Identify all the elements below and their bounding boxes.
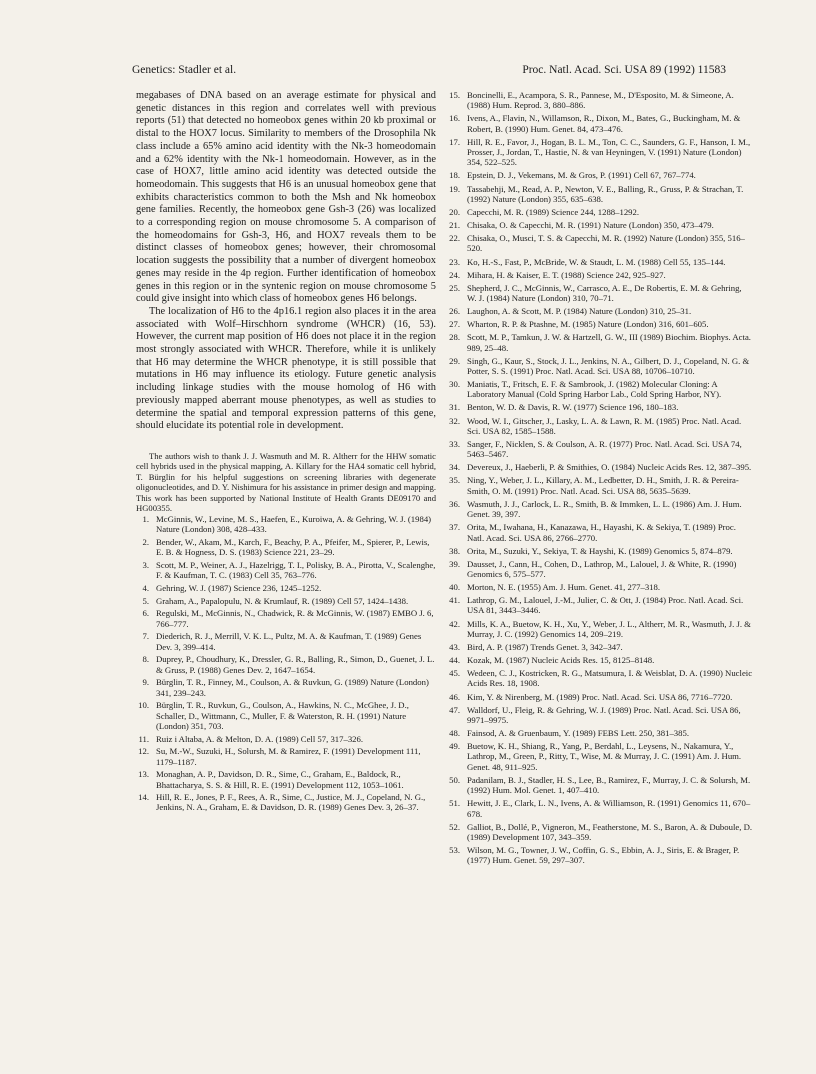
reference-item (447, 741, 753, 772)
reference-text: Kim, Y. & Nirenberg, M. (1989) Proc. Natl. Acad. Sci. USA 86, 7716–7720. (467, 691, 733, 702)
reference-number: 33. (449, 438, 460, 449)
reference-item (447, 137, 753, 168)
reference-text: Gehring, W. J. (1987) Science 236, 1245–1252. (156, 582, 322, 593)
reference-item (136, 608, 436, 629)
body-paragraph-2: The localization of H6 to the 4p16.1 region also places it in the area associated with Wolf–Hirschhorn syndrome (WHCR) (16, 53). However, the current map position of H6 does not place it in the region most strongly associated with WHCR. Therefore, while it is unlikely that H6 may determine the WHCR phenotype, it is still possible that mutations in H6 may influence its etiology. Future genetic analysis including linkage studies with the mouse homolog of H6 with previously mapped aberrant mouse phenotypes, as well as studies to determine the spatial and temporal expression patterns of this gene, should elucidate its potential role in development. (136, 305, 436, 432)
reference-text: Laughon, A. & Scott, M. P. (1984) Nature (London) 310, 25–31. (467, 306, 692, 317)
reference-item (447, 283, 753, 304)
reference-item (447, 619, 753, 640)
reference-text: Dausset, J., Cann, H., Cohen, D., Lathrop, M., Lalouel, J. & White, R. (1990) Genomics 6, 575–577. (467, 558, 737, 579)
reference-item (447, 822, 753, 843)
reference-number: 8. (142, 654, 149, 665)
reference-text: Walldorf, U., Fleig, R. & Gehring, W. J. (1989) Proc. Natl. Acad. Sci. USA 86, 9971–9975. (467, 704, 741, 725)
reference-number: 48. (449, 728, 460, 739)
reference-number: 9. (142, 677, 149, 688)
reference-list-left (136, 514, 436, 813)
reference-text: Morton, N. E. (1955) Am. J. Hum. Genet. 41, 277–318. (467, 582, 661, 593)
reference-item (447, 332, 753, 353)
reference-number: 12. (138, 746, 149, 757)
reference-number: 36. (449, 498, 460, 509)
reference-text: Ko, H.-S., Fast, P., McBride, W. & Staudt, L. M. (1988) Cell 55, 135–144. (467, 256, 726, 267)
reference-item (447, 668, 753, 689)
reference-text: McGinnis, W., Levine, M. S., Haefen, E., Kuroiwa, A. & Gehring, W. J. (1984) Nature (London) 308, 428–433. (156, 513, 432, 535)
reference-item (136, 734, 436, 744)
reference-text: Tassabehji, M., Read, A. P., Newton, V. E., Balling, R., Gruss, P. & Strachan, T. (1992) Nature (London) 355, 635–638. (467, 183, 744, 204)
reference-item (136, 583, 436, 593)
reference-number: 31. (449, 402, 460, 413)
reference-text: Ivens, A., Flavin, N., Willamson, R., Dixon, M., Bates, G., Buckingham, M. & Robert, B. (1990) Hum. Genet. 84, 473–476. (467, 113, 741, 134)
reference-item (447, 845, 753, 866)
reference-number: 22. (449, 233, 460, 244)
reference-number: 32. (449, 415, 460, 426)
reference-item (447, 319, 753, 329)
reference-number: 53. (449, 844, 460, 855)
reference-number: 51. (449, 798, 460, 809)
reference-number: 3. (142, 559, 149, 570)
reference-item (447, 522, 753, 543)
reference-number: 1. (142, 513, 149, 524)
reference-text: Wilson, M. G., Towner, J. W., Coffin, G. S., Ebbin, A. J., Siris, E. & Brager, P. (1977) Hum. Genet. 59, 297–307. (467, 844, 740, 866)
reference-number: 6. (142, 608, 149, 619)
reference-number: 50. (449, 774, 460, 785)
reference-text: Benton, W. D. & Davis, R. W. (1977) Science 196, 180–183. (467, 402, 679, 413)
reference-number: 10. (138, 700, 149, 711)
reference-item (447, 475, 753, 496)
reference-number: 20. (449, 206, 460, 217)
reference-text: Scott, M. P., Tamkun, J. W. & Hartzell, G. W., III (1989) Biochim. Biophys. Acta. 989, 25–48. (467, 332, 751, 353)
reference-number: 23. (449, 256, 460, 267)
reference-text: Bürglin, T. R., Finney, M., Coulson, A. & Ruvkun, G. (1989) Nature (London) 341, 239–243. (156, 677, 429, 698)
reference-number: 40. (449, 582, 460, 593)
reference-text: Hewitt, J. E., Clark, L. N., Ivens, A. & Williamson, R. (1991) Genomics 11, 670–678. (467, 798, 751, 819)
reference-item (136, 792, 436, 813)
reference-item (447, 775, 753, 796)
reference-number: 46. (449, 691, 460, 702)
reference-item (447, 356, 753, 377)
reference-item (447, 207, 753, 217)
reference-text: Mihara, H. & Kaiser, E. T. (1988) Science 242, 925–927. (467, 269, 666, 280)
reference-text: Duprey, P., Choudhury, K., Dressler, G. R., Balling, R., Simon, D., Guenet, J. L. & Gruss, P. (1988) Genes Dev. 2, 1647–1654. (156, 654, 435, 675)
reference-text: Shepherd, J. C., McGinnis, W., Carrasco, A. E., De Robertis, E. M. & Gehring, W. J. (1984) Nature (London) 310, 70–71. (467, 282, 742, 304)
reference-item (136, 746, 436, 767)
reference-text: Diederich, R. J., Merrill, V. K. L., Pultz, M. A. & Kaufman, T. (1989) Genes Dev. 3, 399–414. (156, 631, 422, 652)
reference-item (447, 559, 753, 580)
reference-item (447, 257, 753, 267)
reference-number: 24. (449, 269, 460, 280)
reference-item (136, 677, 436, 698)
reference-item (447, 462, 753, 472)
reference-number: 29. (449, 355, 460, 366)
reference-item (136, 654, 436, 675)
reference-number: 30. (449, 379, 460, 390)
reference-number: 25. (449, 282, 460, 293)
reference-number: 2. (142, 536, 149, 547)
reference-item (136, 537, 436, 558)
reference-item (136, 700, 436, 731)
reference-item (447, 113, 753, 134)
reference-number: 41. (449, 595, 460, 606)
reference-number: 11. (138, 733, 149, 744)
reference-item (136, 560, 436, 581)
header-left: Genetics: Stadler et al. (132, 64, 237, 76)
reference-text: Bird, A. P. (1987) Trends Genet. 3, 342–347. (467, 641, 623, 652)
reference-number: 44. (449, 655, 460, 666)
reference-item (447, 170, 753, 180)
reference-item (447, 220, 753, 230)
reference-item (447, 306, 753, 316)
reference-text: Boncinelli, E., Acampora, S. R., Pannese, M., D'Esposito, M. & Simeone, A. (1988) Hum. Reprod. 3, 880–886. (467, 90, 734, 111)
header-right: Proc. Natl. Acad. Sci. USA 89 (1992) 11583 (522, 64, 726, 76)
reference-item (447, 233, 753, 254)
reference-text: Kozak, M. (1987) Nucleic Acids Res. 15, 8125–8148. (467, 655, 655, 666)
reference-text: Scott, M. P., Weiner, A. J., Hazelrigg, T. I., Polisky, B. A., Pirotta, V., Scalenghe, F. & Kaufman, T. C. (1983) Cell 35, 763–776. (156, 559, 436, 581)
reference-number: 52. (449, 821, 460, 832)
reference-item (447, 798, 753, 819)
reference-number: 5. (142, 595, 149, 606)
reference-text: Maniatis, T., Fritsch, E. F. & Sambrook, J. (1982) Molecular Cloning: A Laboratory Manual (Cold Spring Harbor Lab., Cold Spring Harbor, NY). (467, 379, 722, 400)
reference-text: Wasmuth, J. J., Carlock, L. R., Smith, B. & Immken, L. L. (1986) Am. J. Hum. Genet. 39, 397. (467, 498, 742, 520)
reference-number: 4. (142, 582, 149, 593)
right-column (447, 90, 753, 868)
reference-text: Devereux, J., Haeberli, P. & Smithies, O. (1984) Nucleic Acids Res. 12, 387–395. (467, 462, 752, 473)
reference-text: Orita, M., Iwahana, H., Kanazawa, H., Hayashi, K. & Sekiya, T. (1989) Proc. Natl. Acad. Sci. USA 86, 2766–2770. (467, 522, 736, 543)
reference-number: 42. (449, 618, 460, 629)
reference-number: 15. (449, 90, 460, 100)
reference-number: 21. (449, 220, 460, 231)
left-column (136, 90, 436, 815)
reference-text: Wedeen, C. J., Kostricken, R. G., Matsumura, I. & Weisblat, D. A. (1990) Nucleic Acids Res. 18, 1908. (467, 668, 753, 689)
reference-item (136, 631, 436, 652)
reference-text: Sanger, F., Nicklen, S. & Coulson, A. R. (1977) Proc. Natl. Acad. Sci. USA 74, 5463–5467. (467, 438, 742, 460)
reference-text: Hill, R. E., Favor, J., Hogan, B. L. M., Ton, C. C., Saunders, G. F., Hanson, I. M., Prosser, J., Jordan, T., Hastie, N. & van Heyningen, V. (1991) Nature (London) 354, 522–525. (467, 136, 751, 168)
reference-item (447, 642, 753, 652)
reference-item (136, 514, 436, 535)
reference-text: Chisaka, O. & Capecchi, M. R. (1991) Nature (London) 350, 473–479. (467, 220, 714, 231)
reference-list-right (447, 90, 753, 866)
reference-text: Regulski, M., McGinnis, N., Chadwick, R. & McGinnis, W. (1987) EMBO J. 6, 766–777. (156, 608, 434, 629)
reference-item (447, 90, 753, 111)
reference-text: Padanilam, B. J., Stadler, H. S., Lee, B., Ramirez, F., Murray, J. C. & Solursh, M. (1992) Hum. Mol. Genet. 1, 407–410. (467, 774, 751, 796)
reference-text: Graham, A., Papalopulu, N. & Krumlauf, R. (1989) Cell 57, 1424–1438. (156, 595, 409, 606)
reference-text: Bürglin, T. R., Ruvkun, G., Coulson, A., Hawkins, N. C., McGhee, J. D., Schaller, D., Wittmann, C., Muller, F. & Waterston, R. H. (1991) Nature (London) 351, 703. (156, 700, 409, 731)
reference-item (447, 582, 753, 592)
reference-item (447, 184, 753, 205)
reference-number: 7. (142, 631, 149, 642)
reference-number: 18. (449, 170, 460, 181)
reference-text: Mills, K. A., Buetow, K. H., Xu, Y., Weber, J. L., Altherr, M. R., Wasmuth, J. J. & Murray, J. C. (1992) Genomics 14, 209–219. (467, 618, 751, 639)
reference-number: 45. (449, 668, 460, 679)
reference-number: 43. (449, 641, 460, 652)
reference-number: 13. (138, 769, 149, 780)
reference-item (447, 499, 753, 520)
reference-item (447, 416, 753, 437)
reference-text: Singh, G., Kaur, S., Stock, J. L., Jenkins, N. A., Gilbert, D. J., Copeland, N. G. & Potter, S. S. (1991) Proc. Natl. Acad. Sci. USA 88, 10706–10710. (467, 355, 750, 376)
acknowledgment: The authors wish to thank J. J. Wasmuth and M. R. Altherr for the HHW somatic cell hybrids used in the physical mapping, A. Killary for the HA4 somatic cell hybrid, T. Bürglin for his helpful suggestions on screening libraries with degenerate oligonucleotides, and D. Y. Nishimura for his assistance in primer design and mapping. This work has been supported by National Institute of Health Grants DE09170 and HG00355. (136, 450, 436, 514)
reference-number: 16. (449, 113, 460, 124)
reference-number: 37. (449, 522, 460, 533)
reference-number: 14. (138, 792, 149, 803)
reference-text: Wood, W. I., Gitscher, J., Lasky, L. A. & Lawn, R. M. (1985) Proc. Natl. Acad. Sci. USA 82, 1585–1588. (467, 415, 742, 436)
reference-number: 28. (449, 332, 460, 343)
reference-item (447, 595, 753, 616)
reference-number: 39. (449, 558, 460, 569)
reference-number: 27. (449, 319, 460, 330)
reference-number: 34. (449, 462, 460, 473)
reference-text: Su, M.-W., Suzuki, H., Solursh, M. & Ramirez, F. (1991) Development 111, 1179–1187. (156, 746, 421, 767)
reference-number: 49. (449, 741, 460, 752)
reference-item (447, 705, 753, 726)
reference-number: 19. (449, 183, 460, 194)
reference-number: 17. (449, 136, 460, 147)
reference-text: Fainsod, A. & Gruenbaum, Y. (1989) FEBS Lett. 250, 381–385. (467, 728, 690, 739)
reference-item (447, 546, 753, 556)
reference-item (447, 692, 753, 702)
reference-item (447, 439, 753, 460)
reference-text: Monaghan, A. P., Davidson, D. R., Sime, C., Graham, E., Baldock, R., Bhattacharya, S. S. & Hill, R. E. (1991) Development 112, 1053–1061. (156, 769, 404, 790)
reference-item (447, 270, 753, 280)
reference-number: 38. (449, 545, 460, 556)
reference-text: Ruiz i Altaba, A. & Melton, D. A. (1989) Cell 57, 317–326. (156, 733, 364, 744)
running-header (114, 64, 726, 80)
reference-number: 26. (449, 306, 460, 317)
reference-text: Capecchi, M. R. (1989) Science 244, 1288–1292. (467, 206, 640, 217)
reference-item (136, 769, 436, 790)
reference-text: Epstein, D. J., Vekemans, M. & Gros, P. (1991) Cell 67, 767–774. (467, 170, 696, 181)
reference-text: Hill, R. E., Jones, P. F., Rees, A. R., Sime, C., Justice, M. J., Copeland, N. G., Jenkins, N. A., Graham, E. & Davidson, D. R. (1989) Genes Dev. 3, 26–37. (156, 792, 426, 813)
reference-number: 47. (449, 704, 460, 715)
reference-text: Orita, M., Suzuki, Y., Sekiya, T. & Hayshi, K. (1989) Genomics 5, 874–879. (467, 545, 733, 556)
reference-text: Bender, W., Akam, M., Karch, F., Beachy, P. A., Pfeifer, M., Spierer, P., Lewis, E. B. & Hogness, D. S. (1983) Science 221, 23–29. (156, 536, 430, 558)
reference-item (447, 728, 753, 738)
reference-item (447, 655, 753, 665)
reference-text: Galliot, B., Dollé, P., Vigneron, M., Featherstone, M. S., Baron, A. & Duboule, D. (1989) Development 107, 343–359. (467, 821, 753, 842)
reference-number: 35. (449, 475, 460, 486)
reference-text: Wharton, R. P. & Ptashne, M. (1985) Nature (London) 316, 601–605. (467, 319, 709, 330)
reference-item (447, 379, 753, 400)
reference-item (136, 596, 436, 606)
reference-text: Buetow, K. H., Shiang, R., Yang, P., Berdahl, L., Leysens, N., Nakamura, Y., Lathrop, M., Green, P., Ritty, T., Wise, M. & Murray, J. C. (1991) Am. J. Hum. Genet. 48, 911–925. (467, 741, 742, 772)
reference-text: Chisaka, O., Musci, T. S. & Capecchi, M. R. (1992) Nature (London) 355, 516–520. (467, 233, 745, 254)
reference-text: Ning, Y., Weber, J. L., Killary, A. M., Ledbetter, D. H., Smith, J. R. & Pereira-Smith, O. M. (1991) Proc. Natl. Acad. Sci. USA 88, 5635–5639. (467, 475, 739, 496)
reference-text: Lathrop, G. M., Lalouel, J.-M., Julier, C. & Ott, J. (1984) Proc. Natl. Acad. Sci. USA 81, 3443–3446. (467, 595, 744, 616)
reference-item (447, 402, 753, 412)
body-paragraph-1: megabases of DNA based on an average estimate for physical and genetic distances in this region and correlates well with previous reports (51) that detected no homeobox genes within 20 kb proximal or distal to the HOX7 locus. Similarity to members of the Drosophila Nk class include a 65% amino acid identity with the Nk-3 homeodomain and a 62% identity with the Nk-1 homeodomain. However, as in the case of HOX7, little amino acid identity was detected outside the homeodomain. This suggests that H6 is an unusual homeobox gene that exhibits characteristics common to both the Msh and Nk homeobox gene families. Recently, the homeobox gene Gsh-3 (26) was localized to a corresponding region on mouse chromosome 5. A comparison of the homeodomains for Gsh-3, H6, and HOX7 reveals them to be distinct classes of homeobox genes; however, their chromosomal location suggests the possibility that a number of divergent homeobox genes may reside in the 4p region. Further identification of homeobox genes in this region or in the syntenic region on mouse chromosome 5 could give insight into which class of homeobox genes H6 belongs. (136, 90, 436, 305)
